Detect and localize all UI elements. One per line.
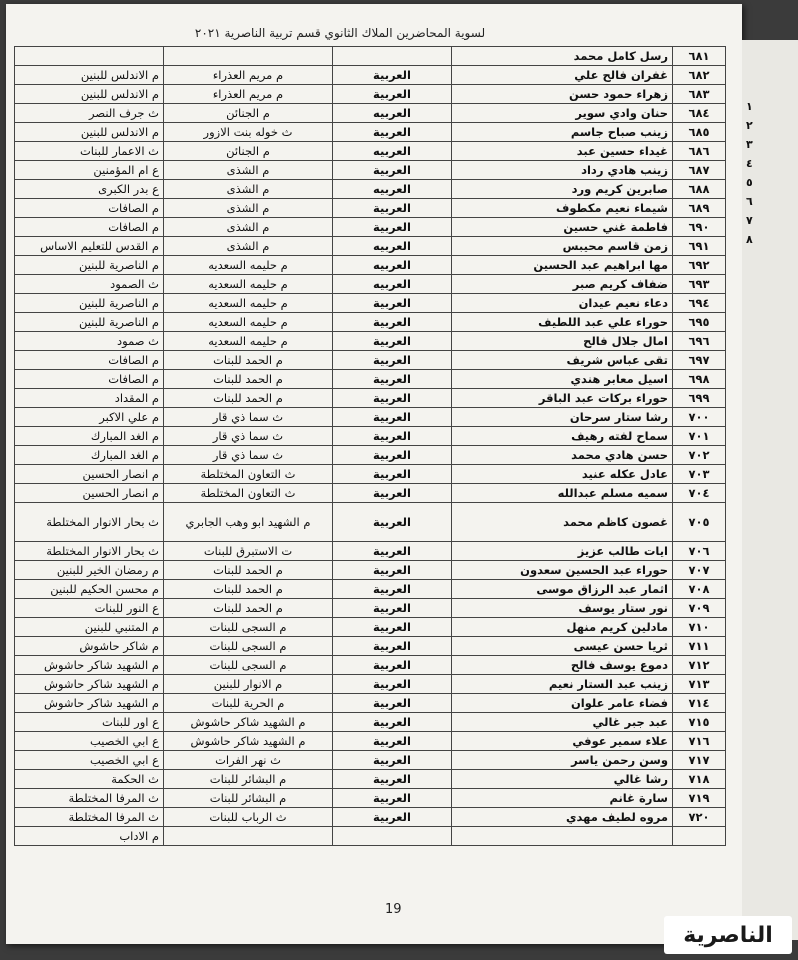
subject: العربيه — [333, 142, 452, 161]
subject: العربية — [333, 85, 452, 104]
row-number: ٧٠٩ — [673, 599, 726, 618]
teacher-name: حوراء عبد الحسين سعدون — [452, 561, 673, 580]
empty-cell — [673, 827, 726, 846]
table-row — [15, 199, 726, 218]
teacher-name: دعاء نعيم عيدان — [452, 294, 673, 313]
row-number: ٧٠٣ — [673, 465, 726, 484]
to-school: ث الحكمة — [15, 770, 164, 789]
row-number: ٦٩٥ — [673, 313, 726, 332]
teacher-name: تقى عباس شريف — [452, 351, 673, 370]
subject: العربية — [333, 123, 452, 142]
row-number: ٧١٥ — [673, 713, 726, 732]
row-number: ٦٩٢ — [673, 256, 726, 275]
from-school: م الحمد للبنات — [164, 389, 333, 408]
row-number: ٦٨٣ — [673, 85, 726, 104]
table-row — [15, 275, 726, 294]
teacher-name: زينب صباح جاسم — [452, 123, 673, 142]
table-row — [15, 427, 726, 446]
side-number: ٨ — [746, 233, 753, 246]
subject: العربية — [333, 789, 452, 808]
subject: العربية — [333, 484, 452, 503]
row-number: ٦٨٧ — [673, 161, 726, 180]
table-row — [15, 751, 726, 770]
row-number: ٦٨٨ — [673, 180, 726, 199]
row-number: ٦٩٩ — [673, 389, 726, 408]
empty-cell — [452, 827, 673, 846]
row-number: ٧١٧ — [673, 751, 726, 770]
row-number: ٧٠٠ — [673, 408, 726, 427]
table-row — [15, 618, 726, 637]
to-school: م الشهيد شاكر حاشوش — [15, 694, 164, 713]
to-school: م الصافات — [15, 199, 164, 218]
row-number: ٦٩١ — [673, 237, 726, 256]
to-school: م الناصرية للبنين — [15, 256, 164, 275]
to-school: م الاداب — [15, 827, 164, 846]
teacher-name: حنان وادي سوير — [452, 104, 673, 123]
table-row — [15, 484, 726, 503]
row-number: ٧١٠ — [673, 618, 726, 637]
second-page-edge — [742, 40, 798, 940]
from-school: م البشائر للبنات — [164, 789, 333, 808]
row-number: ٦٩٤ — [673, 294, 726, 313]
to-school: م الغد المبارك — [15, 427, 164, 446]
from-school: م الجنائن — [164, 142, 333, 161]
table-row — [15, 675, 726, 694]
from-school: ث خوله بنت الازور — [164, 123, 333, 142]
subject: العربية — [333, 751, 452, 770]
teacher-name: سماح لفته رهيف — [452, 427, 673, 446]
teacher-name: زمن قاسم محيبس — [452, 237, 673, 256]
row-number: ٧١٩ — [673, 789, 726, 808]
page-number: 19 — [385, 902, 402, 917]
row-number: ٦٨٦ — [673, 142, 726, 161]
from-school: م حليمه السعديه — [164, 256, 333, 275]
subject: العربية — [333, 389, 452, 408]
from-school: م الحمد للبنات — [164, 370, 333, 389]
row-number: ٦٨٤ — [673, 104, 726, 123]
teacher-name: شيماء نعيم مكطوف — [452, 199, 673, 218]
to-school: م الاندلس للبنين — [15, 66, 164, 85]
table-row — [15, 713, 726, 732]
subject: العربية — [333, 161, 452, 180]
table-row — [15, 313, 726, 332]
teacher-name: غفران فالح علي — [452, 66, 673, 85]
to-school: م الشهيد شاكر حاشوش — [15, 656, 164, 675]
teacher-name: عادل عكله عنيد — [452, 465, 673, 484]
subject: العربيه — [333, 275, 452, 294]
side-number: ١ — [746, 100, 753, 113]
subject: العربية — [333, 561, 452, 580]
row-number: ٧١٣ — [673, 675, 726, 694]
table-row — [15, 332, 726, 351]
row-number: ٧١٨ — [673, 770, 726, 789]
row-number: ٧٢٠ — [673, 808, 726, 827]
side-number: ٢ — [746, 119, 753, 132]
row-number: ٧٠٤ — [673, 484, 726, 503]
to-school: م انصار الحسين — [15, 465, 164, 484]
from-school: م حليمه السعديه — [164, 275, 333, 294]
teacher-name: امال جلال فالح — [452, 332, 673, 351]
table-row — [15, 580, 726, 599]
subject: العربية — [333, 713, 452, 732]
subject: العربية — [333, 542, 452, 561]
from-school: م الشذى — [164, 218, 333, 237]
subject: العربية — [333, 66, 452, 85]
to-school: م رمضان الخير للبنين — [15, 561, 164, 580]
from-school — [164, 47, 333, 66]
row-number: ٦٩٧ — [673, 351, 726, 370]
table-row — [15, 142, 726, 161]
teacher-name: حوراء علي عبد اللطيف — [452, 313, 673, 332]
teacher-name: مادلين كريم منهل — [452, 618, 673, 637]
table-row — [15, 732, 726, 751]
row-number: ٦٩٦ — [673, 332, 726, 351]
table-row — [15, 503, 726, 542]
from-school: م مريم العذراء — [164, 85, 333, 104]
row-number: ٦٨٢ — [673, 66, 726, 85]
subject: العربية — [333, 808, 452, 827]
teacher-name: حوراء بركات عبد الباقر — [452, 389, 673, 408]
teacher-name: سارة غانم — [452, 789, 673, 808]
from-school: م الجنائن — [164, 104, 333, 123]
table-row — [15, 237, 726, 256]
to-school: ع ام المؤمنين — [15, 161, 164, 180]
from-school: م الانوار للبنين — [164, 675, 333, 694]
empty-cell — [164, 827, 333, 846]
row-number: ٧٠٨ — [673, 580, 726, 599]
from-school: م الحمد للبنات — [164, 580, 333, 599]
from-school: م السجى للبنات — [164, 656, 333, 675]
to-school: م الصافات — [15, 218, 164, 237]
to-school: م الشهيد شاكر حاشوش — [15, 675, 164, 694]
subject: العربيه — [333, 104, 452, 123]
teacher-name: فاطمة غني حسين — [452, 218, 673, 237]
teacher-name: فضاء عامر علوان — [452, 694, 673, 713]
row-number: ٧٠٢ — [673, 446, 726, 465]
from-school: ث سما ذي قار — [164, 408, 333, 427]
to-school: م انصار الحسين — [15, 484, 164, 503]
side-number: ٤ — [746, 157, 753, 170]
subject: العربية — [333, 332, 452, 351]
to-school — [15, 47, 164, 66]
teacher-name: غيداء حسين عبد — [452, 142, 673, 161]
subject: العربيه — [333, 237, 452, 256]
teacher-name: نور ستار يوسف — [452, 599, 673, 618]
from-school: م الشهيد ابو وهب الجابري — [164, 503, 333, 542]
from-school: م حليمه السعديه — [164, 313, 333, 332]
to-school: ث بحار الانوار المختلطة — [15, 542, 164, 561]
teacher-name: عبد جبر غالي — [452, 713, 673, 732]
teacher-name: علاء سمير عوفي — [452, 732, 673, 751]
table-row — [15, 770, 726, 789]
row-number: ٦٨٩ — [673, 199, 726, 218]
from-school: ث سما ذي قار — [164, 446, 333, 465]
subject: العربية — [333, 427, 452, 446]
teacher-name: ثريا حسن عيسى — [452, 637, 673, 656]
table-row — [15, 465, 726, 484]
side-number: ٧ — [746, 214, 753, 227]
table-row — [15, 637, 726, 656]
subject: العربيه — [333, 180, 452, 199]
subject: العربية — [333, 675, 452, 694]
teacher-name: غصون كاظم محمد — [452, 503, 673, 542]
row-number: ٧١٦ — [673, 732, 726, 751]
teacher-name: حسن هادي محمد — [452, 446, 673, 465]
to-school: ث المرفا المختلطة — [15, 789, 164, 808]
to-school: م المتنبي للبنين — [15, 618, 164, 637]
teacher-name: دموع يوسف فالح — [452, 656, 673, 675]
subject: العربية — [333, 313, 452, 332]
teacher-name: رشا ستار سرحان — [452, 408, 673, 427]
row-number: ٦٩٣ — [673, 275, 726, 294]
teachers-table — [14, 46, 726, 846]
from-school: ث التعاون المختلطة — [164, 465, 333, 484]
side-number: ٣ — [746, 138, 753, 151]
table-row — [15, 256, 726, 275]
to-school: م علي الاكبر — [15, 408, 164, 427]
row-number: ٦٩٠ — [673, 218, 726, 237]
table-row — [15, 561, 726, 580]
table-row — [15, 408, 726, 427]
subject: العربيه — [333, 256, 452, 275]
to-school: م الناصرية للبنين — [15, 294, 164, 313]
teacher-name: رسل كامل محمد — [452, 47, 673, 66]
table-row — [15, 66, 726, 85]
row-number: ٧١٤ — [673, 694, 726, 713]
row-number: ٧٠٦ — [673, 542, 726, 561]
nasiriyah-logo — [664, 916, 792, 954]
teacher-name: صابرين كريم ورد — [452, 180, 673, 199]
subject: العربية — [333, 770, 452, 789]
table-row — [15, 694, 726, 713]
subject: العربية — [333, 218, 452, 237]
table-row — [15, 599, 726, 618]
table-row — [15, 218, 726, 237]
subject: العربية — [333, 656, 452, 675]
to-school: ع اور للبنات — [15, 713, 164, 732]
from-school: م الشذى — [164, 180, 333, 199]
subject: العربية — [333, 580, 452, 599]
to-school: م الغد المبارك — [15, 446, 164, 465]
to-school: ث جرف النصر — [15, 104, 164, 123]
teacher-name: اثمار عبد الرزاق موسى — [452, 580, 673, 599]
row-number: ٦٨٥ — [673, 123, 726, 142]
table-row — [15, 123, 726, 142]
subject: العربية — [333, 599, 452, 618]
table-row — [15, 85, 726, 104]
subject: العربية — [333, 732, 452, 751]
teacher-name: زينب عبد الستار نعيم — [452, 675, 673, 694]
row-number: ٦٩٨ — [673, 370, 726, 389]
row-number: ٧٠١ — [673, 427, 726, 446]
to-school: ث المرفا المختلطة — [15, 808, 164, 827]
empty-cell — [333, 827, 452, 846]
to-school: ع بدر الكبرى — [15, 180, 164, 199]
from-school: م الشذى — [164, 161, 333, 180]
subject: العربية — [333, 503, 452, 542]
table-row — [15, 827, 726, 846]
from-school: ث نهر الفرات — [164, 751, 333, 770]
subject: العربية — [333, 199, 452, 218]
from-school: م الشهيد شاكر حاشوش — [164, 732, 333, 751]
to-school: ث بحار الانوار المختلطة — [15, 503, 164, 542]
from-school: م مريم العذراء — [164, 66, 333, 85]
from-school: م السجى للبنات — [164, 637, 333, 656]
side-number: ٦ — [746, 195, 753, 208]
subject: العربية — [333, 351, 452, 370]
to-school: م القدس للتعليم الاساس — [15, 237, 164, 256]
logo-text: الناصرية — [683, 922, 773, 948]
subject: العربية — [333, 370, 452, 389]
subject: العربية — [333, 446, 452, 465]
to-school: م الصافات — [15, 370, 164, 389]
teacher-name: مروه لطيف مهدي — [452, 808, 673, 827]
page-header: لسوية المحاضرين الملاك الثانوي قسم تربية الناصرية ٢٠٢١ — [194, 26, 486, 40]
to-school: ث الاعمار للبنات — [15, 142, 164, 161]
teacher-name: زهراء حمود حسن — [452, 85, 673, 104]
subject: العربية — [333, 294, 452, 313]
to-school: م المقداد — [15, 389, 164, 408]
from-school: ث التعاون المختلطة — [164, 484, 333, 503]
table-row — [15, 47, 726, 66]
subject: العربية — [333, 694, 452, 713]
from-school: ت الاستبرق للبنات — [164, 542, 333, 561]
from-school: م الشذى — [164, 199, 333, 218]
row-number: ٦٨١ — [673, 47, 726, 66]
from-school: م الحمد للبنات — [164, 599, 333, 618]
from-school: م الحمد للبنات — [164, 351, 333, 370]
row-number: ٧٠٧ — [673, 561, 726, 580]
to-school: ع النور للبنات — [15, 599, 164, 618]
from-school: م السجى للبنات — [164, 618, 333, 637]
teacher-name: زينب هادي رداد — [452, 161, 673, 180]
table-row — [15, 161, 726, 180]
teacher-name: ضفاف كريم صبر — [452, 275, 673, 294]
teacher-name: رشا غالي — [452, 770, 673, 789]
to-school: م محسن الحكيم للبنين — [15, 580, 164, 599]
table-row — [15, 351, 726, 370]
row-number: ٧١٢ — [673, 656, 726, 675]
to-school: م الناصرية للبنين — [15, 313, 164, 332]
from-school: م الشهيد شاكر حاشوش — [164, 713, 333, 732]
to-school: ث الصمود — [15, 275, 164, 294]
to-school: ع ابي الخصيب — [15, 732, 164, 751]
from-school: م الحمد للبنات — [164, 561, 333, 580]
to-school: م الاندلس للبنين — [15, 85, 164, 104]
to-school: م شاكر حاشوش — [15, 637, 164, 656]
row-number: ٧١١ — [673, 637, 726, 656]
table-row — [15, 370, 726, 389]
table-row — [15, 808, 726, 827]
to-school: ث صمود — [15, 332, 164, 351]
teacher-name: مها ابراهيم عبد الحسين — [452, 256, 673, 275]
teacher-name: اسيل معابر هندي — [452, 370, 673, 389]
teacher-name: سميه مسلم عبدالله — [452, 484, 673, 503]
table-row — [15, 656, 726, 675]
subject: العربية — [333, 408, 452, 427]
table-row — [15, 389, 726, 408]
row-number: ٧٠٥ — [673, 503, 726, 542]
from-school: ث الرباب للبنات — [164, 808, 333, 827]
subject — [333, 47, 452, 66]
teacher-name: ايات طالب عزيز — [452, 542, 673, 561]
from-school: ث سما ذي قار — [164, 427, 333, 446]
table-row — [15, 542, 726, 561]
table-row — [15, 789, 726, 808]
from-school: م الشذى — [164, 237, 333, 256]
side-number: ٥ — [746, 176, 753, 189]
table-row — [15, 446, 726, 465]
table-row — [15, 180, 726, 199]
to-school: م الاندلس للبنين — [15, 123, 164, 142]
from-school: م البشائر للبنات — [164, 770, 333, 789]
teacher-name: وسن رحمن ياسر — [452, 751, 673, 770]
subject: العربية — [333, 465, 452, 484]
table-row — [15, 104, 726, 123]
from-school: م الحرية للبنات — [164, 694, 333, 713]
from-school: م حليمه السعديه — [164, 294, 333, 313]
subject: العربية — [333, 637, 452, 656]
subject: العربية — [333, 618, 452, 637]
from-school: م حليمه السعديه — [164, 332, 333, 351]
table-row — [15, 294, 726, 313]
to-school: ع ابي الخصيب — [15, 751, 164, 770]
to-school: م الصافات — [15, 351, 164, 370]
